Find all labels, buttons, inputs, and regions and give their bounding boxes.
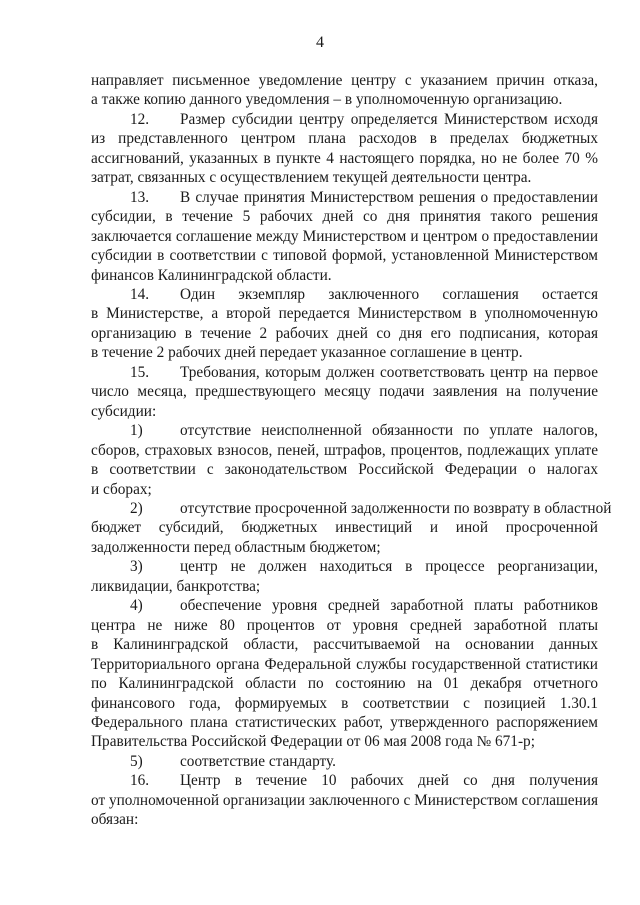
paragraph-number: 4)	[130, 597, 143, 615]
text-line: Территориального органа Федеральной службы государственной статистики	[91, 655, 598, 673]
text-line: из представленного центром плана расходов в пределах бюджетных	[91, 130, 598, 148]
text-line: направляет письменное уведомление центру с указанием причин отказа,	[91, 72, 598, 89]
text-line	[91, 363, 598, 382]
text-line: в Министерстве, а второй передается Министерством в уполномоченную	[91, 305, 598, 323]
paragraph-number: 14.	[130, 285, 150, 303]
paragraph-number: 12.	[130, 110, 150, 128]
text-line: ликвидации, банкротства;	[91, 577, 261, 595]
text-line-content: центр не должен находиться в процессе реорганизации,	[180, 558, 598, 576]
text-line-content: Требования, которым должен соответствовать центр на первое	[180, 363, 598, 381]
text-line-content: обеспечение уровня средней заработной платы работников	[180, 597, 598, 615]
text-line: финансов Калининградской области.	[91, 266, 332, 284]
numbered-paragraph	[91, 557, 598, 596]
text-line-content: Центр в течение 10 рабочих дней со дня получения	[180, 772, 598, 790]
text-line: задолженности перед областным бюджетом;	[91, 538, 381, 556]
text-line	[91, 771, 598, 790]
text-line	[91, 110, 598, 129]
text-line	[91, 557, 598, 576]
page-number: 4	[316, 34, 324, 51]
text-line: центра не ниже 80 процентов от уровня средней заработной платы	[91, 616, 598, 634]
numbered-paragraph	[91, 596, 598, 752]
text-line: бюджет субсидий, бюджетных инвестиций и иной просроченной	[91, 519, 598, 537]
text-line	[91, 596, 598, 615]
numbered-paragraph	[91, 363, 598, 421]
numbered-paragraph	[91, 421, 598, 499]
text-line: Правительства Российской Федерации от 06 мая 2008 года № 671-р;	[91, 733, 535, 751]
text-line: заключается соглашение между Министерством и центром о предоставлении	[91, 227, 598, 245]
text-line: обязан:	[91, 811, 139, 829]
document-body	[91, 71, 612, 830]
text-line: и сборах;	[91, 480, 152, 498]
text-line: в Калининградской области, рассчитываемой на основании данных	[91, 636, 598, 654]
text-line: по Калининградской области по состоянию на 01 декабря отчетного	[91, 675, 598, 693]
text-line: в течение 2 рабочих дней передает указанное соглашение в центр.	[91, 344, 523, 362]
text-line-content: отсутствие просроченной задолженности по возврату в областной	[180, 499, 612, 517]
paragraph	[91, 71, 598, 110]
text-line	[91, 499, 612, 518]
paragraph-number: 5)	[130, 752, 143, 770]
text-line	[91, 188, 598, 207]
numbered-paragraph	[91, 188, 598, 285]
paragraph-number: 15.	[130, 363, 150, 381]
paragraph-number: 16.	[130, 772, 150, 790]
paragraph-number: 1)	[130, 422, 143, 440]
text-line: субсидии, в течение 5 рабочих дней со дня принятия такого решения	[91, 208, 598, 226]
numbered-paragraph	[91, 285, 598, 363]
numbered-paragraph	[91, 771, 598, 829]
text-line: число месяца, предшествующего месяцу подачи заявления на получение	[91, 383, 598, 401]
text-line: от уполномоченной организации заключенного с Министерством соглашения	[91, 791, 598, 809]
text-line: а также копию данного уведомления – в уполномоченную организацию.	[91, 91, 563, 109]
numbered-paragraph	[91, 752, 598, 771]
text-line	[91, 421, 598, 440]
text-line	[91, 752, 598, 771]
text-line-content: отсутствие неисполненной обязанности по уплате налогов,	[180, 422, 598, 440]
numbered-paragraph	[91, 110, 598, 188]
text-line-content: В случае принятия Министерством решения о предоставлении	[180, 188, 598, 206]
paragraph-number: 3)	[130, 558, 143, 576]
text-line-content: соответствие стандарту.	[180, 752, 336, 770]
text-line	[91, 285, 598, 304]
text-line: организацию в течение 2 рабочих дней со дня его подписания, которая	[91, 324, 598, 342]
paragraph-number: 2)	[130, 499, 143, 517]
text-line: финансового года, формируемых в соответствии с позицией 1.30.1	[91, 694, 598, 712]
text-line: субсидии:	[91, 402, 157, 420]
paragraph-number: 13.	[130, 188, 150, 206]
numbered-paragraph	[91, 499, 612, 557]
text-line: ассигнований, указанных в пункте 4 настоящего порядка, но не более 70 %	[91, 149, 598, 167]
text-line: субсидии в соответствии с типовой формой, установленной Министерством	[91, 247, 598, 265]
text-line-content: Один экземпляр заключенного соглашения остается	[180, 285, 598, 303]
text-line: в соответствии с законодательством Российской Федерации о налогах	[91, 461, 598, 479]
text-line: затрат, связанных с осуществлением текущей деятельности центра.	[91, 169, 532, 187]
text-line: Федерального плана статистических работ, утвержденного распоряжением	[91, 713, 598, 731]
text-line: сборов, страховых взносов, пеней, штрафов, процентов, подлежащих уплате	[91, 441, 598, 459]
text-line-content: Размер субсидии центру определяется Министерством исходя	[180, 110, 598, 128]
